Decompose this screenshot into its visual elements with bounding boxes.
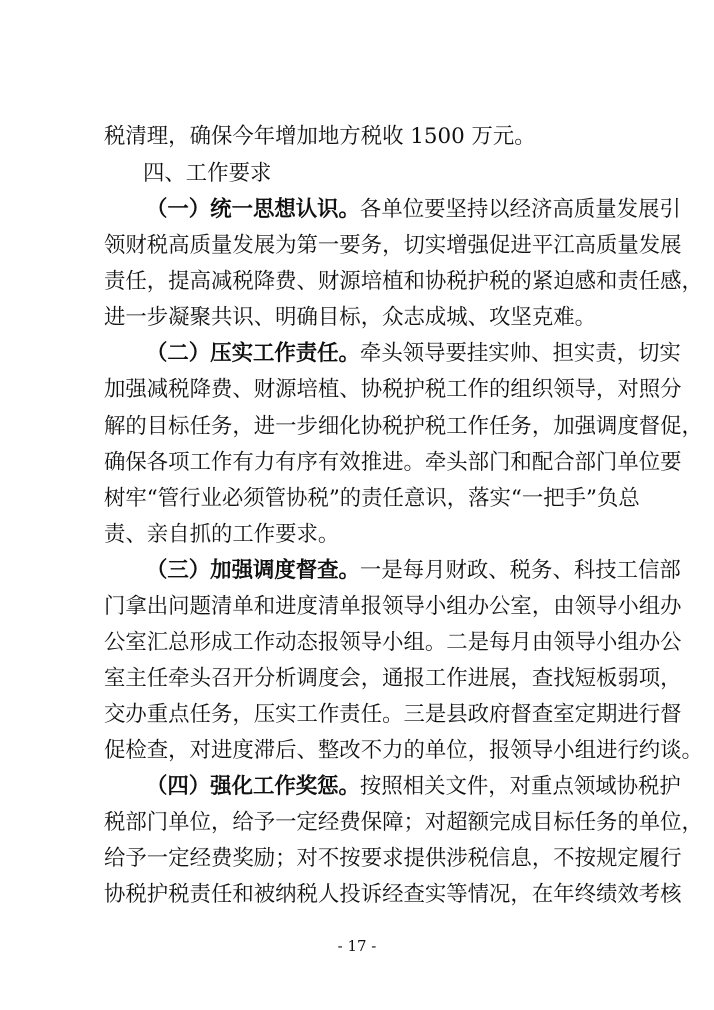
text-line: 加强减税降费、财源培植、协税护税工作的组织领导，对照分 (104, 377, 682, 402)
paragraph-text: 牵头领导要挂实帅、担实责，切实 (359, 341, 681, 366)
text-line: 交办重点任务，压实工作责任。三是县政府督查室定期进行督 (104, 702, 682, 727)
paragraph-text: 一是每月财政、税务、科技工信部 (359, 558, 681, 583)
text-line: 领财税高质量发展为第一要务，切实增强促进平江高质量发展 (104, 233, 682, 258)
paragraph-first-line (146, 769, 681, 805)
paragraph-title: （四）强化工作奖惩。 (146, 774, 360, 799)
paragraph-text: 按照相关文件，对重点领域协税护 (359, 774, 681, 799)
paragraph-title: （三）加强调度督查。 (146, 558, 360, 583)
text-line: 促检查，对进度滞后、整改不力的单位，报领导小组进行约谈。 (104, 738, 703, 763)
text-line: 树牢“管行业必须管协税”的责任意识，落实“一把手”负总 (104, 486, 640, 511)
text-line: 给予一定经费奖励；对不按要求提供涉税信息，不按规定履行 (104, 846, 682, 871)
text-line: 室主任牵头召开分析调度会，通报工作进展，查找短板弱项， (104, 666, 682, 691)
text-line: 解的目标任务，进一步细化协税护税工作任务，加强调度督促， (104, 414, 703, 439)
text-line: 责任，提高减税降费、财源培植和协税护税的紧迫感和责任感， (104, 269, 703, 294)
text-line: 门拿出问题清单和进度清单报领导小组办公室，由领导小组办 (104, 594, 682, 619)
paragraph-first-line (146, 336, 681, 372)
paragraph-title: （二）压实工作责任。 (146, 341, 360, 366)
text-line: 确保各项工作有力有序有效推进。牵头部门和配合部门单位要 (104, 450, 682, 475)
text-line: 协税护税责任和被纳税人投诉经查实等情况，在年终绩效考核 (104, 882, 682, 907)
text-line: 税清理，确保今年增加地方税收 1500 万元。 (104, 124, 536, 149)
paragraph-first-line (146, 192, 681, 228)
text-line: 进一步凝聚共识、明确目标，众志成城、攻坚克难。 (104, 305, 596, 330)
text-line: 责、亲自抓的工作要求。 (104, 522, 340, 547)
paragraph-title: （一）统一思想认识。 (146, 197, 360, 222)
page-number: - 17 - (337, 937, 377, 955)
text-line: 公室汇总形成工作动态报领导小组。二是每月由领导小组办公 (104, 630, 682, 655)
paragraph-first-line (146, 553, 681, 589)
paragraph-text: 各单位要坚持以经济高质量发展引 (359, 197, 681, 222)
text-line: 税部门单位，给予一定经费保障；对超额完成目标任务的单位， (104, 810, 703, 835)
section-heading: 四、工作要求 (143, 161, 272, 186)
